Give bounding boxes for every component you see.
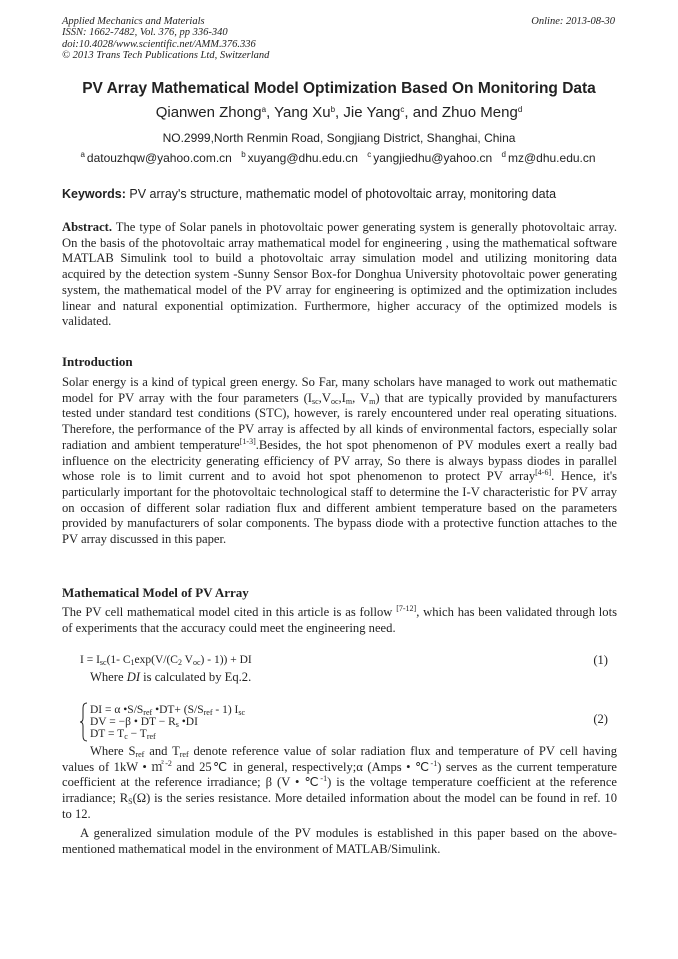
section-heading-introduction: Introduction [62, 354, 133, 369]
copyright-line: © 2013 Trans Tech Publications Ltd, Switzerland [62, 50, 270, 61]
equation-number-1: (1) [593, 653, 608, 667]
author-separator: , [266, 104, 275, 121]
citation: [4-6] [535, 468, 552, 478]
author-name: Qianwen Zhong [155, 104, 262, 121]
where-di-line: Where DI is calculated by Eq.2. [90, 670, 252, 684]
author-separator: , [335, 104, 344, 121]
author-name: Zhuo Meng [441, 104, 518, 121]
citation: [1-3] [239, 436, 256, 446]
email-item[interactable]: $^d$ mz@dhu.edu.cn [501, 150, 596, 165]
keywords [62, 187, 617, 201]
author-affiliation-mark: b [330, 105, 336, 114]
equation-1: $I = I_{sc}(1-$ $C_1\exp(V/(C_2$ $V_{oc}) - 1$)) + DI [80, 654, 252, 667]
author-list [0, 104, 678, 121]
equation-number-2: (2) [593, 712, 608, 726]
keywords-text: PV array's structure, mathematic model of photovoltaic array, monitoring data [129, 187, 557, 201]
author-name: Jie Yang [343, 104, 401, 121]
author-affiliation-mark: c [400, 105, 405, 114]
paper-title: PV Array Mathematical Model Optimization Based On Monitoring Data [82, 80, 596, 97]
online-date: Online: 2013-08-30 [531, 16, 615, 27]
model-paragraph: The PV cell mathematical model cited in this article is as follow [7-12], which has been validated through lots of experiments that the accuracy could meet the engineering need. [62, 604, 617, 635]
author-affiliation-mark: d [517, 105, 523, 114]
keywords-label: Keywords: [62, 187, 126, 201]
author-address: NO.2999,North Renmin Road, Songjiang District, Shanghai, China [162, 131, 516, 145]
issn-line: ISSN: 1662-7482, Vol. 376, pp 336-340 [62, 27, 228, 38]
author-separator: , and [404, 104, 442, 121]
equation-2-line-1: DI = α $•S/S_{ref}$ •DT+ $(S/S_{ref} - 1)$ $I_{sc}$ [90, 704, 246, 717]
email-item[interactable]: $^b$ xuyang@dhu.edu.cn [241, 150, 358, 165]
abstract-text: The type of Solar panels in photovoltaic power generating system is generally photovoltaic array. On the basis of the photovoltaic array mathematical model for engineering , using the mathematical software MATLAB Simulink tool to build a photovoltaic array simulation model and utilizing monitoring data acquired by the detection system -Sunny Sensor Box-for Donghua University photovoltaic power generating system, the mathematical model of the PV array for engineering is optimized and the optimization includes linear and natural exponential optimization. Furthermore, higher accuracy of the optimized models is validated. [62, 220, 618, 329]
simulation-module-paragraph: A generalized simulation module of the PV modules is established in this paper based on the above-mentioned mathematical model in the environment of MATLAB/Simulink. [62, 826, 617, 856]
section-heading-model: Mathematical Model of PV Array [62, 585, 249, 600]
abstract-label: Abstract. [62, 220, 113, 234]
citation: [7-12] [396, 604, 417, 613]
abstract [62, 220, 617, 330]
email-item[interactable]: $^c$ yangjiedhu@yahoo.cn [367, 150, 493, 165]
author-emails [0, 151, 678, 165]
equation-2-line-3: DT = $T_c - T_{ref}$ [90, 728, 156, 741]
author-name: Yang Xu [274, 104, 331, 121]
left-brace [80, 702, 88, 742]
email-item[interactable]: $^a$ datouzhqw@yahoo.com.cn [80, 150, 232, 165]
parameter-description-paragraph: Where $S_{ref}$ and $T_{ref}$ denote reference value of solar radiation flux and temperature of PV cell having values of 1kW • ㎡$^{-2}$ and 25℃ in general, respectively;α (Amps • ℃$^{-1}$) serves as the current temperature coefficient at the reference irradiance; β (V • ℃$^{-1}$) is the voltage temperature coefficient at the reference irradiance; $R_S(\Omega)$ is the series resistance. More detailed information about the model can be found in ref. 10 to 12. [62, 744, 618, 821]
doi-line: doi:10.4028/www.scientific.net/AMM.376.336 [62, 38, 256, 50]
author-affiliation-mark: a [261, 105, 267, 114]
equation-2-line-2: DV = −β • DT − $R_s$ •DI [90, 716, 198, 729]
introduction-paragraph: Solar energy is a kind of typical green energy. So Far, many scholars have managed to work out mathematic model for PV array with the four parameters ($I_{sc},V_{oc},I_m$, $V_m$) that are typically provided by manufacturers tested under standard test conditions (STC), however, is rarely encountered under real operating situations. Therefore, the performance of the PV array is affected by all kinds of environmental factors, especially solar radiation and ambient temperature[1-3].Besides, the hot spot phenomenon of PV modules exert a really bad influence on the electricity generating efficiency of PV array, So there is always bypass diodes in parallel whose role is to limit current and to avoid hot spot phenomenon to protect PV array[4-6]. Hence, it's particularly important for the photovoltaic technological staff to determine the I-V characteristic for PV array on occasion of different solar radiation flux and different ambient temperature based on the parameters provided by manufacturers of solar components. The bypass diode with a protective function attaches to the PV array discussed in this paper. [62, 375, 618, 547]
journal-name: Applied Mechanics and Materials [62, 16, 205, 27]
